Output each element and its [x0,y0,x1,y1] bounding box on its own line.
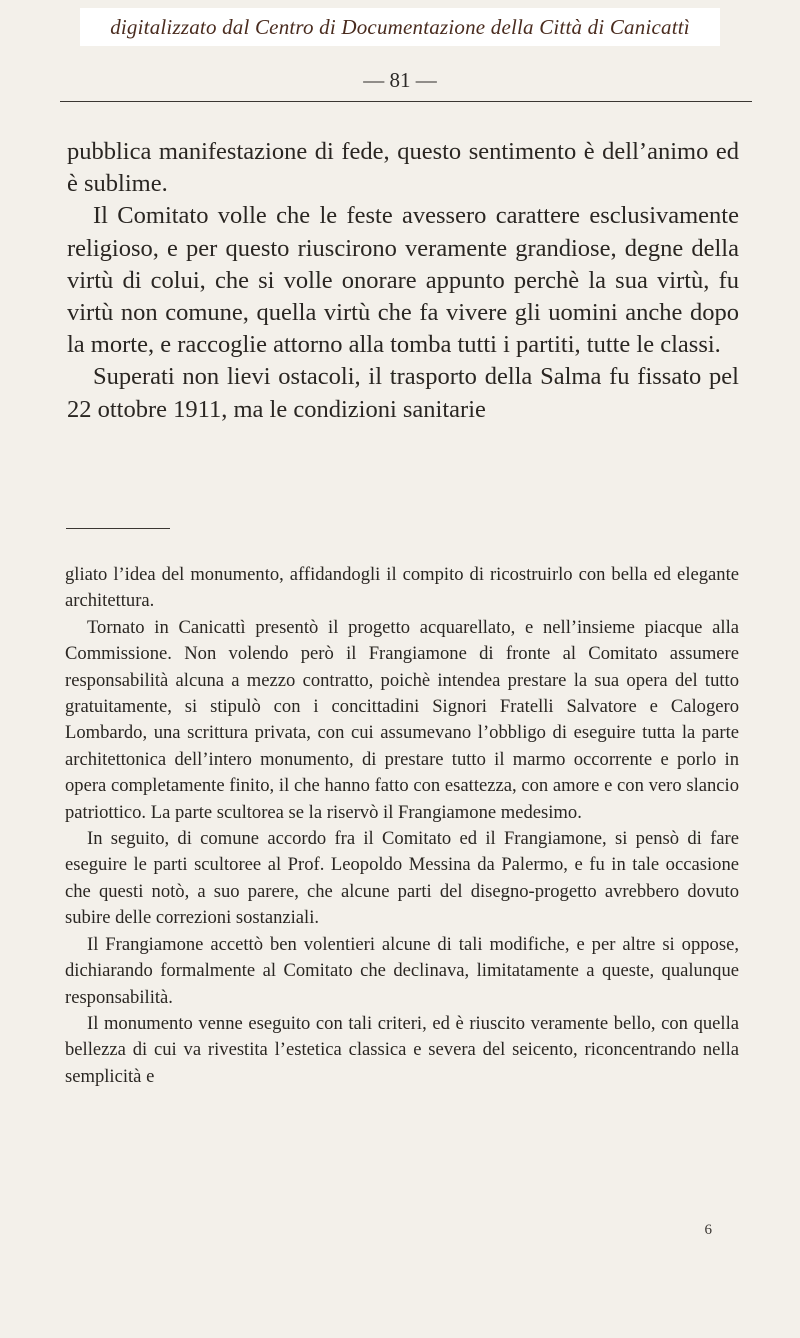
footnote-block [65,562,739,1090]
main-paragraph-2: Il Comitato volle che le feste avessero carattere esclusivamente religioso, e per questo riuscirono veramente grandiose, degne della virtù di colui, che si volle onorare appunto perchè la sua virtù, fu virtù non comune, quella virtù che fa vivere gli uomini anche dopo la morte, e raccoglie attorno alla tomba tutti i partiti, tutte le classi. [67,202,739,359]
signature-mark: 6 [704,1222,712,1238]
footnote-paragraph-1: gliato l’idea del monumento, affidandogli il compito di ricostruirlo con bella ed elegante architettura. [65,564,739,612]
page-number: — 81 — [363,68,437,92]
main-text [67,136,739,426]
banner-text: digitalizzato dal Centro di Documentazione della Città di Canicattì [110,14,690,39]
digitization-banner [80,8,720,46]
footnote-rule [66,528,170,529]
footnote-paragraph-2: Tornato in Canicattì presentò il progetto acquarellato, e nell’insieme piacque alla Commissione. Non volendo però il Frangiamone di fronte al Comitato assumere responsabilità alcuna a mezzo contratto, poichè intendea prestare la sua opera del tutto gratuitamente, si stipulò con i concittadini Signori Fratelli Salvatore e Calogero Lombardo, una scrittura privata, con cui assumevano l’obbligo di eseguire tutta la parte architettonica dell’intero monumento, di prestare tutto il marmo occorrente e porlo in opera completamente finito, il che hanno fatto con esattezza, con amore e con vero slancio patriottico. La parte scultorea se la riservò il Frangiamone medesimo. [65,616,739,823]
footnote-paragraph-4: Il Frangiamone accettò ben volentieri alcune di tali modifiche, e per altre si oppose, dichiarando formalmente al Comitato che declinava, limitatamente a queste, qualunque responsabilità. [65,933,739,1008]
main-paragraph-1: pubblica manifestazione di fede, questo sentimento è dell’animo ed è sublime. [67,138,739,198]
footnote-paragraph-3: In seguito, di comune accordo fra il Comitato ed il Frangiamone, si pensò di fare eseguire le parti scultoree al Prof. Leopoldo Messina da Palermo, e fu in tale occasione che questi notò, a suo parere, che alcune parti del disegno-progetto avrebbero dovuto subire delle correzioni sostanziali. [65,828,739,929]
footnote-paragraph-5: Il monumento venne eseguito con tali criteri, ed è riuscito veramente bello, con quella bellezza di cui va rivestita l’estetica classica e severa del seicento, riconcentrando nella semplicità e [65,1012,739,1087]
main-paragraph-3: Superati non lievi ostacoli, il trasporto della Salma fu fissato pel 22 ottobre 1911, ma le condizioni sanitarie [67,363,739,423]
header-rule [60,101,752,102]
